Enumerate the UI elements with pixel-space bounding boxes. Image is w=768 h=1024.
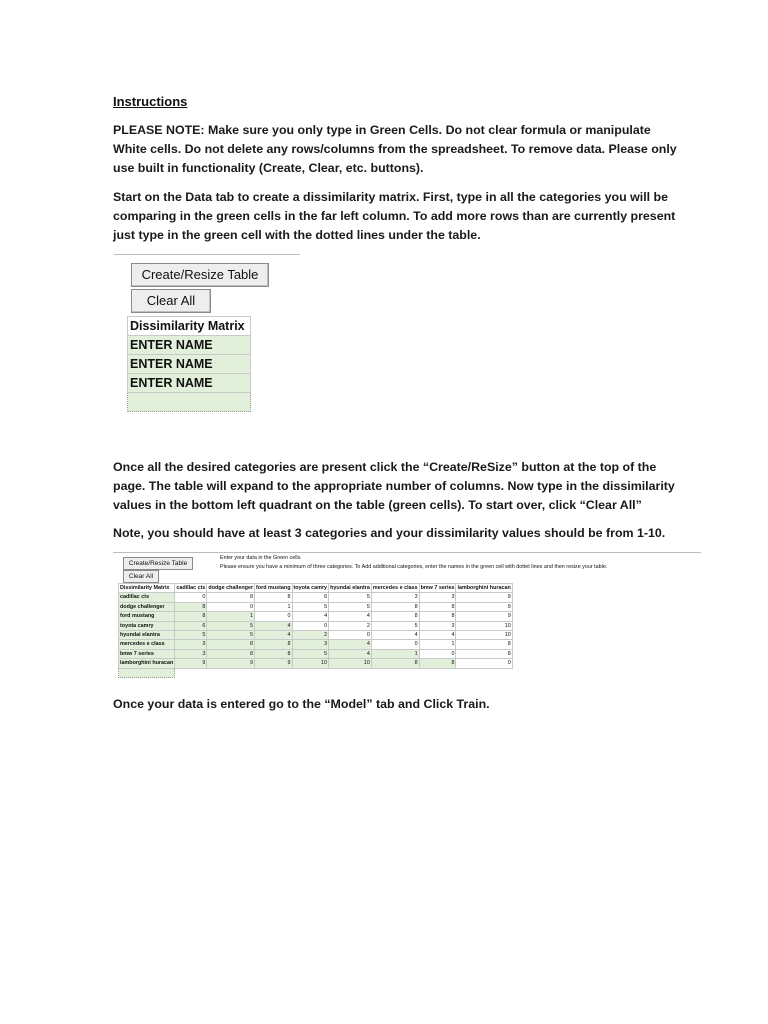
excel-snippet-filled bbox=[113, 552, 701, 682]
instructions-heading: Instructions bbox=[113, 94, 188, 109]
category-name-cell[interactable]: ENTER NAME bbox=[128, 336, 251, 355]
matrix-value-cell: 5 bbox=[292, 602, 329, 611]
matrix-value-cell[interactable]: 5 bbox=[207, 621, 255, 630]
matrix-row-header[interactable]: bmw 7 series bbox=[119, 649, 175, 658]
matrix-row bbox=[119, 640, 513, 649]
dissimilarity-table-empty bbox=[127, 316, 251, 412]
matrix-value-cell: 0 bbox=[329, 631, 372, 640]
matrix-value-cell[interactable]: 4 bbox=[329, 640, 372, 649]
matrix-row bbox=[119, 631, 513, 640]
create-resize-paragraph: Once all the desired categories are present click the “Create/ReSize” button at the top of the page. The table will expand to the appropriate number of columns. Now type in the dissimilarity values in the bottom left quadrant on the table (green cells). To start over, click “Clear All” bbox=[113, 460, 675, 512]
matrix-column-header: toyota camry bbox=[293, 585, 328, 591]
matrix-column-header: mercedes e class bbox=[372, 585, 418, 591]
matrix-value-cell: 8 bbox=[456, 640, 512, 649]
matrix-add-row bbox=[119, 668, 513, 677]
matrix-value-cell[interactable]: 1 bbox=[207, 612, 255, 621]
excel-snippet-empty bbox=[114, 254, 304, 414]
matrix-value-cell[interactable]: 3 bbox=[175, 640, 207, 649]
matrix-value-cell: 8 bbox=[371, 602, 419, 611]
matrix-value-cell[interactable]: 8 bbox=[255, 640, 292, 649]
category-name-cell[interactable]: ENTER NAME bbox=[128, 374, 251, 393]
create-resize-table-button[interactable]: Create/Resize Table bbox=[131, 263, 269, 287]
matrix-value-cell[interactable]: 4 bbox=[255, 621, 292, 630]
matrix-value-cell: 5 bbox=[371, 621, 419, 630]
matrix-value-cell[interactable]: 2 bbox=[292, 631, 329, 640]
matrix-value-cell: 8 bbox=[456, 649, 512, 658]
matrix-value-cell[interactable]: 5 bbox=[207, 631, 255, 640]
matrix-value-cell: 8 bbox=[255, 593, 292, 602]
matrix-value-cell: 1 bbox=[419, 640, 456, 649]
matrix-value-cell: 8 bbox=[419, 602, 456, 611]
matrix-value-cell[interactable]: 9 bbox=[207, 659, 255, 668]
matrix-corner-cell: Dissimilarity Matrix bbox=[119, 584, 175, 593]
matrix-column-header: cadillac cts bbox=[176, 585, 206, 591]
matrix-value-cell: 3 bbox=[419, 593, 456, 602]
matrix-value-cell: 0 bbox=[207, 602, 255, 611]
matrix-value-cell: 4 bbox=[419, 631, 456, 640]
matrix-value-cell: 0 bbox=[292, 621, 329, 630]
matrix-value-cell: 9 bbox=[456, 612, 512, 621]
matrix-value-cell: 9 bbox=[456, 593, 512, 602]
matrix-value-cell[interactable]: 10 bbox=[329, 659, 372, 668]
matrix-row-header[interactable]: mercedes e class bbox=[119, 640, 175, 649]
matrix-value-cell: 4 bbox=[292, 612, 329, 621]
matrix-row bbox=[119, 659, 513, 668]
matrix-value-cell: 0 bbox=[255, 612, 292, 621]
matrix-row-header[interactable]: cadillac cts bbox=[119, 593, 175, 602]
matrix-value-cell[interactable]: 10 bbox=[292, 659, 329, 668]
matrix-row bbox=[119, 621, 513, 630]
matrix-row-header[interactable]: dodge challenger bbox=[119, 602, 175, 611]
matrix-value-cell[interactable]: 1 bbox=[371, 649, 419, 658]
matrix-row-header[interactable]: hyundai elantra bbox=[119, 631, 175, 640]
data-tab-paragraph: Start on the Data tab to create a dissimilarity matrix. First, type in all the categories you will be comparing in the green cells in the far left column. To add more rows than are currently present just type in the green cell with the dotted lines under the table. bbox=[113, 190, 676, 242]
matrix-value-cell: 0 bbox=[175, 593, 207, 602]
divider bbox=[114, 254, 300, 255]
matrix-column-header: dodge challenger bbox=[208, 585, 254, 591]
matrix-row bbox=[119, 612, 513, 621]
matrix-column-header: lamborghini huracan bbox=[457, 585, 511, 591]
matrix-value-cell[interactable]: 8 bbox=[255, 649, 292, 658]
matrix-value-cell: 8 bbox=[207, 593, 255, 602]
clear-all-button[interactable]: Clear All bbox=[131, 289, 211, 313]
matrix-value-cell: 3 bbox=[419, 621, 456, 630]
minimum-note-paragraph: Note, you should have at least 3 categories and your dissimilarity values should be from 1-10. bbox=[113, 526, 666, 540]
divider bbox=[113, 552, 701, 553]
matrix-value-cell[interactable]: 4 bbox=[255, 631, 292, 640]
matrix-row-header[interactable]: toyota camry bbox=[119, 621, 175, 630]
matrix-value-cell[interactable]: 6 bbox=[175, 621, 207, 630]
matrix-value-cell[interactable]: 8 bbox=[175, 612, 207, 621]
matrix-value-cell: 10 bbox=[456, 621, 512, 630]
matrix-value-cell: 8 bbox=[419, 612, 456, 621]
add-category-cell[interactable] bbox=[119, 668, 175, 677]
matrix-value-cell: 5 bbox=[329, 602, 372, 611]
matrix-value-cell: 2 bbox=[329, 621, 372, 630]
matrix-value-cell: 9 bbox=[456, 602, 512, 611]
matrix-value-cell: 10 bbox=[456, 631, 512, 640]
model-tab-paragraph: Once your data is entered go to the “Model” tab and Click Train. bbox=[113, 697, 490, 711]
category-name-cell[interactable]: ENTER NAME bbox=[128, 355, 251, 374]
matrix-value-cell[interactable]: 5 bbox=[175, 631, 207, 640]
matrix-column-header: bmw 7 series bbox=[420, 585, 455, 591]
matrix-value-cell[interactable]: 5 bbox=[292, 649, 329, 658]
matrix-value-cell: 0 bbox=[419, 649, 456, 658]
create-resize-table-button[interactable]: Create/Resize Table bbox=[123, 557, 193, 570]
matrix-header-row bbox=[119, 584, 513, 593]
matrix-value-cell[interactable]: 3 bbox=[292, 640, 329, 649]
matrix-value-cell[interactable]: 8 bbox=[207, 649, 255, 658]
clear-all-button[interactable]: Clear All bbox=[123, 570, 159, 583]
matrix-value-cell[interactable]: 4 bbox=[329, 649, 372, 658]
table-header-cell: Dissimilarity Matrix bbox=[128, 317, 251, 336]
matrix-value-cell[interactable]: 8 bbox=[419, 659, 456, 668]
matrix-row-header[interactable]: lamborghini huracan bbox=[120, 660, 174, 667]
matrix-value-cell: 8 bbox=[371, 612, 419, 621]
dissimilarity-matrix-table bbox=[118, 583, 513, 678]
matrix-row-header[interactable]: ford mustang bbox=[119, 612, 175, 621]
instruction-note-line2: Please ensure you have a minimum of three categories. To Add additional categories, enter the names in the green cell with dottet lines and then resize your table. bbox=[220, 564, 608, 570]
matrix-value-cell: 4 bbox=[329, 612, 372, 621]
matrix-row bbox=[119, 593, 513, 602]
matrix-value-cell[interactable]: 9 bbox=[175, 659, 207, 668]
matrix-column-header: hyundai elantra bbox=[330, 585, 370, 591]
matrix-value-cell: 0 bbox=[456, 659, 512, 668]
matrix-value-cell: 3 bbox=[371, 593, 419, 602]
matrix-value-cell: 6 bbox=[292, 593, 329, 602]
matrix-value-cell: 1 bbox=[255, 602, 292, 611]
matrix-column-header: ford mustang bbox=[256, 585, 291, 591]
matrix-value-cell[interactable]: 8 bbox=[175, 602, 207, 611]
matrix-row bbox=[119, 602, 513, 611]
matrix-value-cell: 4 bbox=[371, 631, 419, 640]
matrix-value-cell[interactable]: 8 bbox=[207, 640, 255, 649]
matrix-row bbox=[119, 649, 513, 658]
matrix-value-cell[interactable]: 3 bbox=[175, 649, 207, 658]
matrix-value-cell: 5 bbox=[329, 593, 372, 602]
matrix-value-cell[interactable]: 9 bbox=[255, 659, 292, 668]
add-category-cell[interactable] bbox=[128, 393, 251, 412]
matrix-value-cell: 0 bbox=[371, 640, 419, 649]
matrix-value-cell[interactable]: 8 bbox=[371, 659, 419, 668]
note-paragraph: PLEASE NOTE: Make sure you only type in Green Cells. Do not clear formula or manipulate White cells. Do not delete any rows/columns from the spreadsheet. To remove data. Please only use built in functionality (Create, Clear, etc. buttons). bbox=[113, 123, 677, 175]
instruction-note-line1: Enter your data in the Green cells. bbox=[220, 555, 302, 561]
